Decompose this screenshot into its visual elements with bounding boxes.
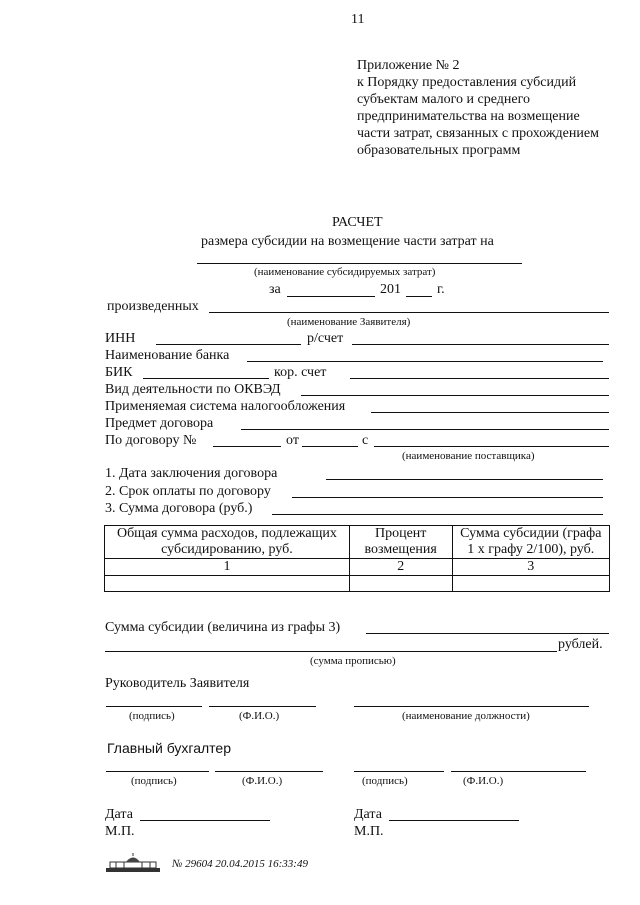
contract-subject-label: Предмет договора bbox=[105, 416, 214, 431]
accountant-signature-line[interactable] bbox=[106, 771, 209, 772]
annex-text: к Порядку предоставления субсидий субъектам малого и среднего предпринимательства на возмещение части затрат, связанных с прохождением образовательных программ bbox=[357, 75, 599, 159]
from-label: от bbox=[286, 433, 299, 448]
stamp-left: М.П. bbox=[105, 824, 135, 839]
head-signature-line[interactable] bbox=[106, 706, 202, 707]
table-col-number-3: 3 bbox=[452, 559, 610, 576]
accountant-signature-caption: (подпись) bbox=[131, 775, 177, 787]
head-title: Руководитель Заявителя bbox=[105, 676, 250, 691]
date-label-left: Дата bbox=[105, 807, 133, 822]
contract-sum-line[interactable] bbox=[272, 514, 603, 515]
date-label-right: Дата bbox=[354, 807, 382, 822]
head-name-caption: (Ф.И.О.) bbox=[239, 710, 280, 722]
date-line-left[interactable] bbox=[140, 820, 270, 821]
page-number: 11 bbox=[351, 12, 365, 27]
table-cell-total[interactable] bbox=[105, 576, 350, 592]
subsidy-words-line[interactable] bbox=[105, 651, 557, 652]
item-contract-date: 1. Дата заключения договора bbox=[105, 466, 278, 481]
okved-line[interactable] bbox=[301, 395, 609, 396]
table-number-row bbox=[105, 559, 610, 576]
accountant-signature-line-2[interactable] bbox=[354, 771, 444, 772]
accountant-title: Главный бухгалтер bbox=[107, 740, 231, 756]
applicant-caption: (наименование Заявителя) bbox=[287, 316, 411, 328]
accountant-name-caption-2: (Ф.И.О.) bbox=[463, 775, 504, 787]
accountant-name-line[interactable] bbox=[215, 771, 323, 772]
tax-label: Применяемая система налогообложения bbox=[105, 399, 346, 414]
inn-label: ИНН bbox=[105, 331, 136, 346]
supplier-line[interactable] bbox=[374, 446, 609, 447]
annex-title: Приложение № 2 bbox=[357, 58, 460, 73]
stamp-right: М.П. bbox=[354, 824, 384, 839]
table-data-row bbox=[105, 576, 610, 592]
okved-label: Вид деятельности по ОКВЭД bbox=[105, 382, 281, 397]
accountant-signature-caption-2: (подпись) bbox=[362, 775, 408, 787]
head-position-line[interactable] bbox=[354, 706, 589, 707]
period-za: за bbox=[269, 282, 281, 297]
bank-line[interactable] bbox=[247, 361, 603, 362]
contract-date-line[interactable] bbox=[326, 479, 603, 480]
document-subtitle: размера субсидии на возмещение части затрат на bbox=[201, 234, 494, 249]
document-title: РАСЧЕТ bbox=[332, 215, 383, 230]
contract-no-label: По договору № bbox=[105, 433, 197, 448]
produced-label: произведенных bbox=[107, 299, 199, 314]
bik-line[interactable] bbox=[143, 378, 269, 379]
costs-caption: (наименование субсидируемых затрат) bbox=[254, 266, 436, 278]
head-name-line[interactable] bbox=[209, 706, 316, 707]
applicant-line[interactable] bbox=[209, 312, 609, 313]
corr-label: кор. счет bbox=[274, 365, 327, 380]
table-header-row bbox=[105, 526, 610, 559]
bik-label: БИК bbox=[105, 365, 133, 380]
date-line-right[interactable] bbox=[389, 820, 519, 821]
table-header-total: Общая сумма расходов, подлежащих субсидированию, руб. bbox=[105, 526, 350, 559]
head-position-caption: (наименование должности) bbox=[402, 710, 530, 722]
account-line[interactable] bbox=[352, 344, 609, 345]
period-year: 201 bbox=[380, 282, 401, 297]
inn-line[interactable] bbox=[156, 344, 301, 345]
supplier-caption: (наименование поставщика) bbox=[402, 450, 535, 462]
payment-term-line[interactable] bbox=[292, 497, 603, 498]
accountant-name-caption: (Ф.И.О.) bbox=[242, 775, 283, 787]
annex-block bbox=[357, 57, 607, 159]
item-contract-sum: 3. Сумма договора (руб.) bbox=[105, 501, 253, 516]
registration-stamp: № 29604 20.04.2015 16:33:49 bbox=[172, 858, 308, 870]
table-cell-percent[interactable] bbox=[349, 576, 452, 592]
table-header-subsidy: Сумма субсидии (графа 1 x графу 2/100), руб. bbox=[452, 526, 610, 559]
period-period-line[interactable] bbox=[287, 296, 375, 297]
sum-words-caption: (сумма прописью) bbox=[310, 655, 396, 667]
period-g: г. bbox=[437, 282, 445, 297]
table-cell-subsidy[interactable] bbox=[452, 576, 610, 592]
bank-label: Наименование банка bbox=[105, 348, 230, 363]
head-signature-caption: (подпись) bbox=[129, 710, 175, 722]
table-col-number-1: 1 bbox=[105, 559, 350, 576]
accountant-name-line-2[interactable] bbox=[451, 771, 586, 772]
building-logo-icon bbox=[104, 852, 162, 874]
subsidy-line[interactable] bbox=[366, 633, 609, 634]
account-label: р/счет bbox=[307, 331, 344, 346]
tax-line[interactable] bbox=[371, 412, 609, 413]
rubles-label: рублей. bbox=[558, 637, 603, 652]
period-year-line[interactable] bbox=[406, 296, 432, 297]
subsidy-table bbox=[104, 525, 610, 592]
from-line[interactable] bbox=[302, 446, 358, 447]
costs-line[interactable] bbox=[197, 263, 522, 264]
table-col-number-2: 2 bbox=[349, 559, 452, 576]
contract-no-line[interactable] bbox=[213, 446, 281, 447]
subsidy-label: Сумма субсидии (величина из графы 3) bbox=[105, 620, 341, 635]
table-header-percent: Процент возмещения bbox=[349, 526, 452, 559]
contract-subject-line[interactable] bbox=[241, 429, 609, 430]
item-payment-term: 2. Срок оплаты по договору bbox=[105, 484, 271, 499]
corr-line[interactable] bbox=[350, 378, 609, 379]
with-label: с bbox=[362, 433, 369, 448]
